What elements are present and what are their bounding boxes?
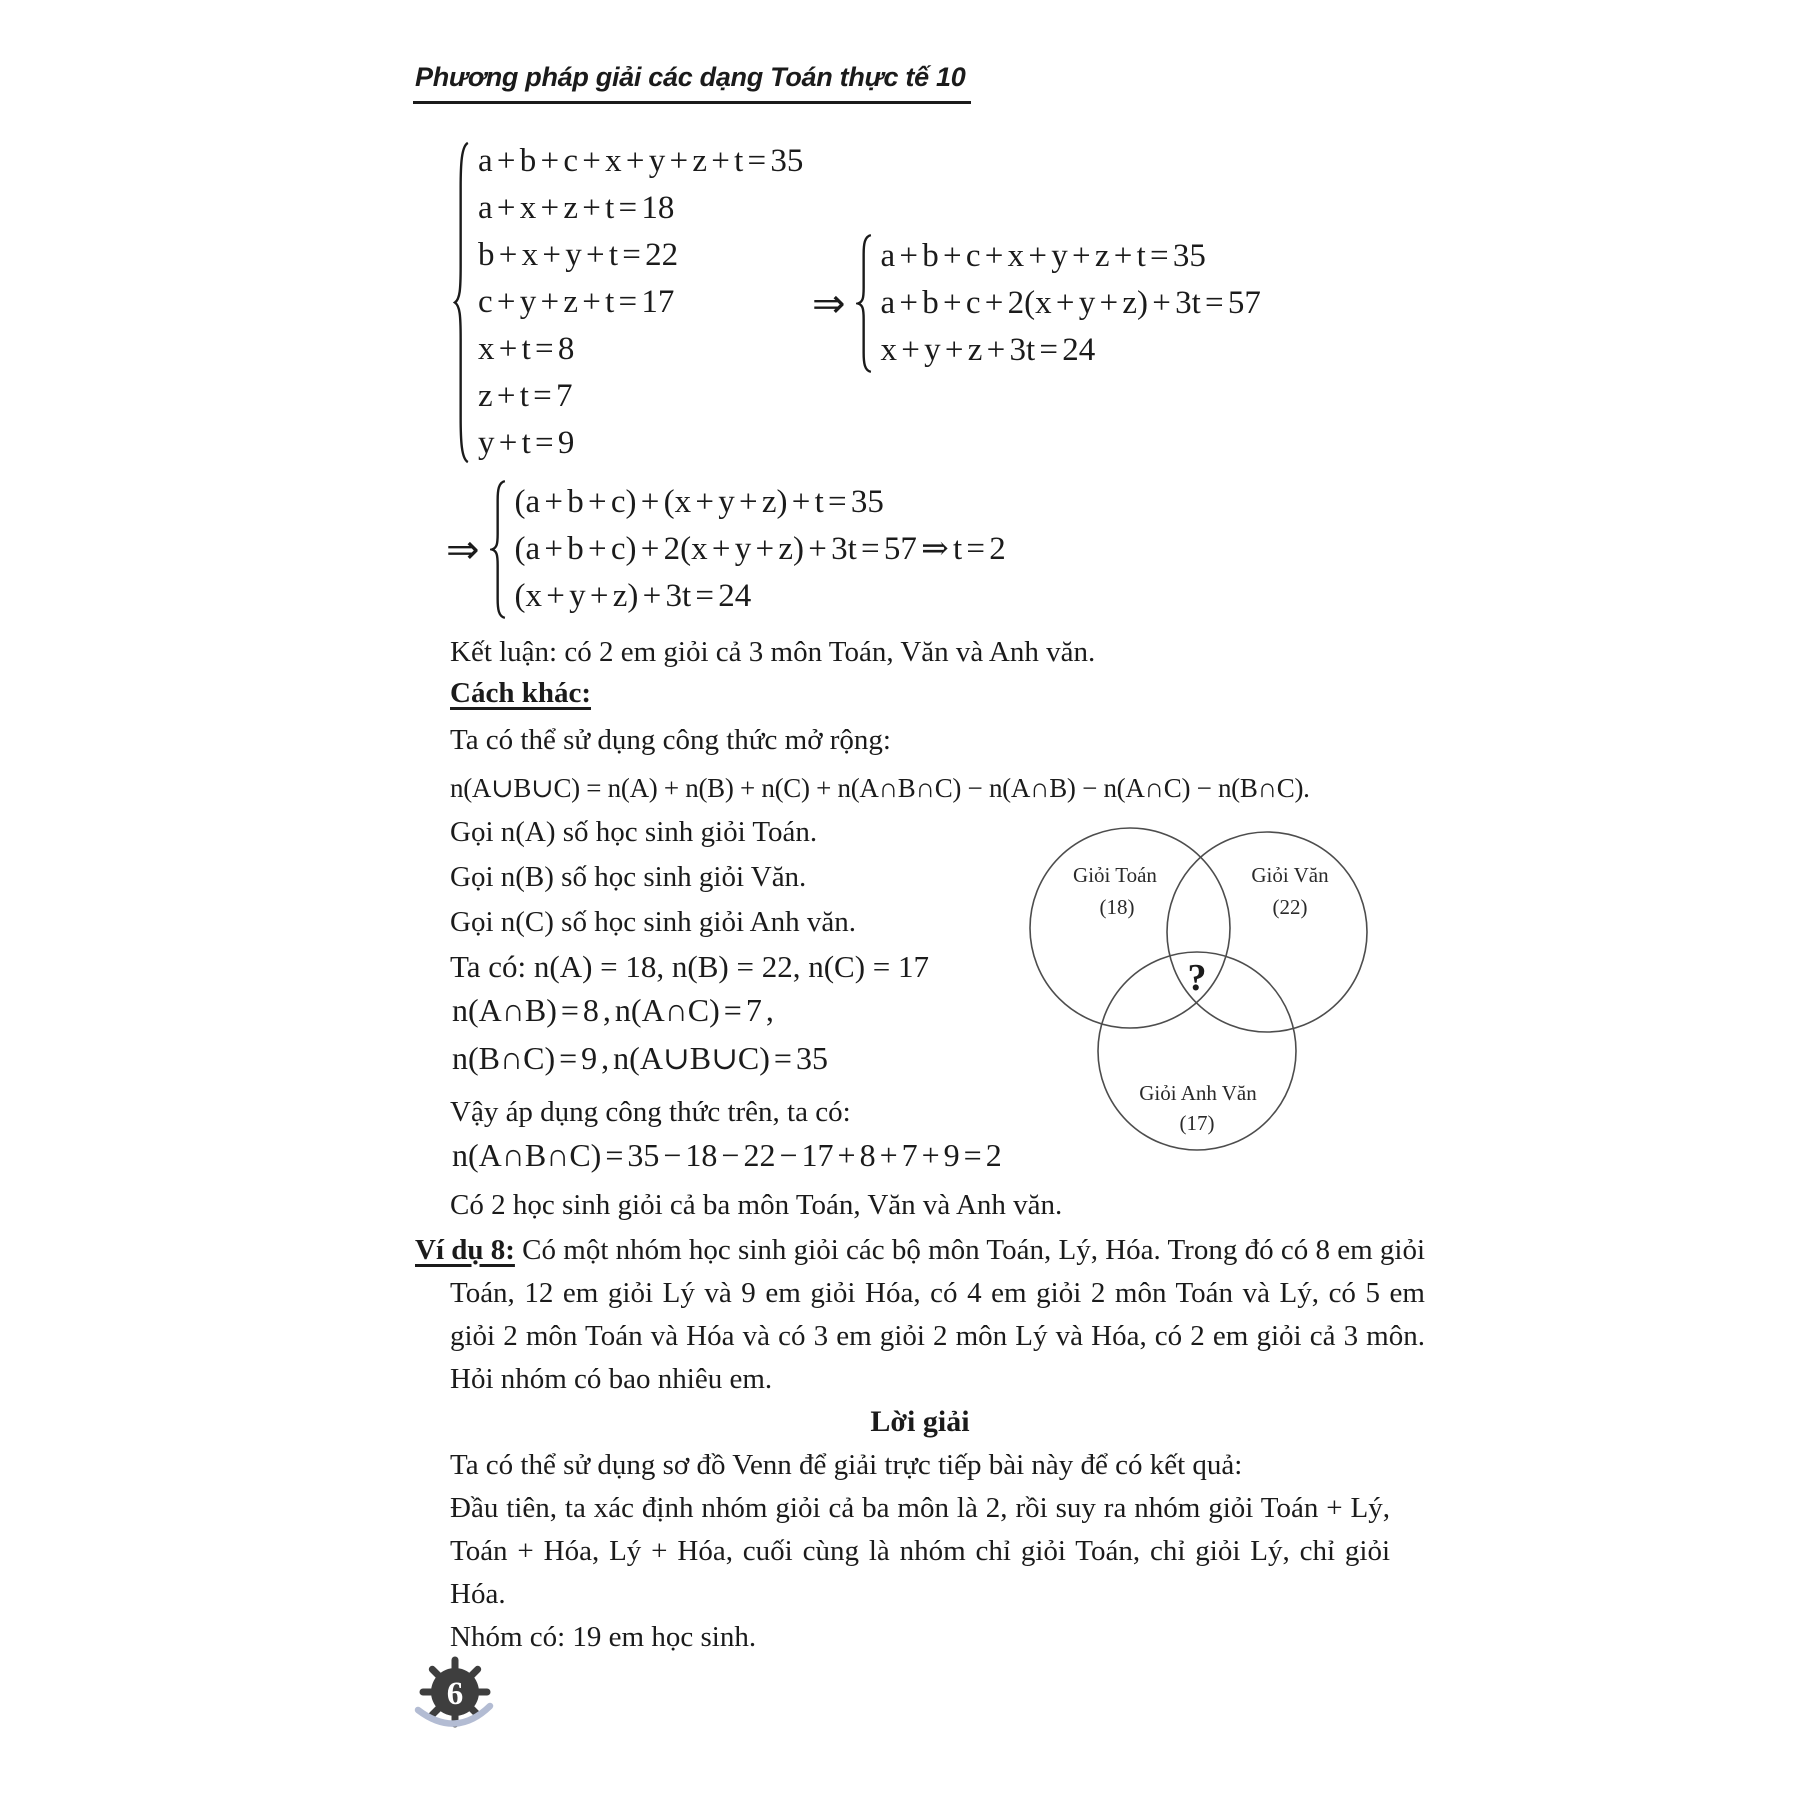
example-8-paragraph bbox=[415, 1229, 1425, 1401]
page-number: 6 bbox=[446, 1676, 464, 1712]
equation-line: z + t = 7 bbox=[478, 378, 573, 414]
left-brace bbox=[453, 138, 470, 467]
implies-arrow: ⇒ bbox=[812, 280, 846, 327]
given-values-3: n(B∩C) = 9 , n(A∪B∪C) = 35 bbox=[452, 1040, 828, 1076]
example-8-label: Ví dụ 8: bbox=[415, 1234, 515, 1266]
page-header: Phương pháp giải các dạng Toán thực tế 10 bbox=[413, 62, 971, 104]
union-formula: n(A∪B∪C) = n(A) + n(B) + n(C) + n(A∩B∩C) − n(A∩B) − n(A∩C) − n(B∩C). bbox=[450, 773, 1310, 803]
equation-line: x + t = 8 bbox=[478, 331, 575, 367]
equation-line: a + b + c + x + y + z + t = 35 bbox=[478, 143, 804, 179]
formula-intro: Ta có thể sử dụng công thức mở rộng: bbox=[450, 724, 891, 756]
result-text: Có 2 học sinh giỏi cả ba môn Toán, Văn và Anh văn. bbox=[450, 1189, 1063, 1221]
circle-van-label: Giỏi Văn bbox=[1251, 863, 1329, 887]
equation-line: a + b + c + 2(x + y + z) + 3t = 57 bbox=[880, 285, 1261, 321]
define-set-c: Gọi n(C) số học sinh giỏi Anh văn. bbox=[450, 906, 856, 938]
example-8-text: Có một nhóm học sinh giỏi các bộ môn Toán, Lý, Hóa. Trong đó có 8 em giỏi Toán, 12 em giỏi Lý và 9 em giỏi Hóa, có 4 em giỏi 2 môn Toán và Lý, có 5 em giỏi 2 môn Toán và Hóa và có 3 em giỏi 2 môn Lý và Hóa, có 2 em giỏi cả 3 môn. Hỏi nhóm có bao nhiêu em. bbox=[450, 1234, 1425, 1395]
solution-heading: Lời giải bbox=[870, 1405, 970, 1438]
venn-center-question: ? bbox=[1187, 957, 1207, 999]
equation-line: (x + y + z) + 3t = 24 bbox=[514, 578, 752, 614]
equation-line: c + y + z + t = 17 bbox=[478, 284, 675, 320]
solution-steps-paragraph: Đầu tiên, ta xác định nhóm giỏi cả ba môn là 2, rồi suy ra nhóm giỏi Toán + Lý, Toán + Hóa, Lý + Hóa, cuối cùng là nhóm chỉ giỏi Toán, chỉ giỏi Lý, chỉ giỏi Hóa. bbox=[450, 1492, 1390, 1610]
circle-anh-van-label: Giỏi Anh Văn bbox=[1139, 1081, 1257, 1105]
equation-line bbox=[515, 526, 1006, 573]
equation-line: b + x + y + t = 22 bbox=[478, 237, 679, 273]
venn-solution-intro: Ta có thể sử dụng sơ đồ Venn để giải trực tiếp bài này để có kết quả: bbox=[450, 1449, 1243, 1481]
equation-line-text: (a + b + c) + 2(x + y + z) + 3t = 57 bbox=[514, 531, 917, 567]
define-set-b: Gọi n(B) số học sinh giỏi Văn. bbox=[450, 861, 807, 893]
equation-line: (a + b + c) + (x + y + z) + t = 35 bbox=[514, 484, 884, 520]
implies-arrow: ⇒ bbox=[446, 526, 480, 573]
equation-result: ⇒ t = 2 bbox=[921, 531, 1006, 567]
given-values-2: n(A∩B) = 8 , n(A∩C) = 7 , bbox=[452, 992, 774, 1028]
apply-formula-intro: Vậy áp dụng công thức trên, ta có: bbox=[450, 1096, 851, 1128]
define-set-a: Gọi n(A) số học sinh giỏi Toán. bbox=[450, 816, 818, 848]
equation-line: x + y + z + 3t = 24 bbox=[880, 332, 1096, 368]
equation-line: y + t = 9 bbox=[478, 425, 575, 461]
equation-system-3 bbox=[446, 479, 1006, 620]
calculation-line: n(A∩B∩C) = 35 − 18 − 22 − 17 + 8 + 7 + 9 = 2 bbox=[452, 1137, 1002, 1173]
circle-van-value: (22) bbox=[1272, 895, 1308, 919]
circle-toan-label: Giỏi Toán bbox=[1073, 863, 1157, 887]
given-values-1: Ta có: n(A) = 18, n(B) = 22, n(C) = 17 bbox=[450, 949, 930, 984]
venn-diagram bbox=[1020, 818, 1490, 1198]
circle-toan-value: (18) bbox=[1099, 895, 1135, 919]
page-number-badge bbox=[413, 1655, 503, 1745]
group-total-text: Nhóm có: 19 em học sinh. bbox=[450, 1621, 757, 1653]
alt-method-heading: Cách khác: bbox=[450, 677, 591, 709]
conclusion-text: Kết luận: có 2 em giỏi cả 3 môn Toán, Văn và Anh văn. bbox=[450, 636, 1096, 668]
equation-line: a + b + c + x + y + z + t = 35 bbox=[880, 238, 1206, 274]
equation-system-1 bbox=[453, 138, 803, 467]
left-brace bbox=[490, 479, 507, 620]
equation-line: a + x + z + t = 18 bbox=[478, 190, 675, 226]
left-brace bbox=[856, 233, 873, 374]
equation-system-2 bbox=[812, 233, 1261, 374]
circle-anh-van-value: (17) bbox=[1179, 1111, 1215, 1135]
